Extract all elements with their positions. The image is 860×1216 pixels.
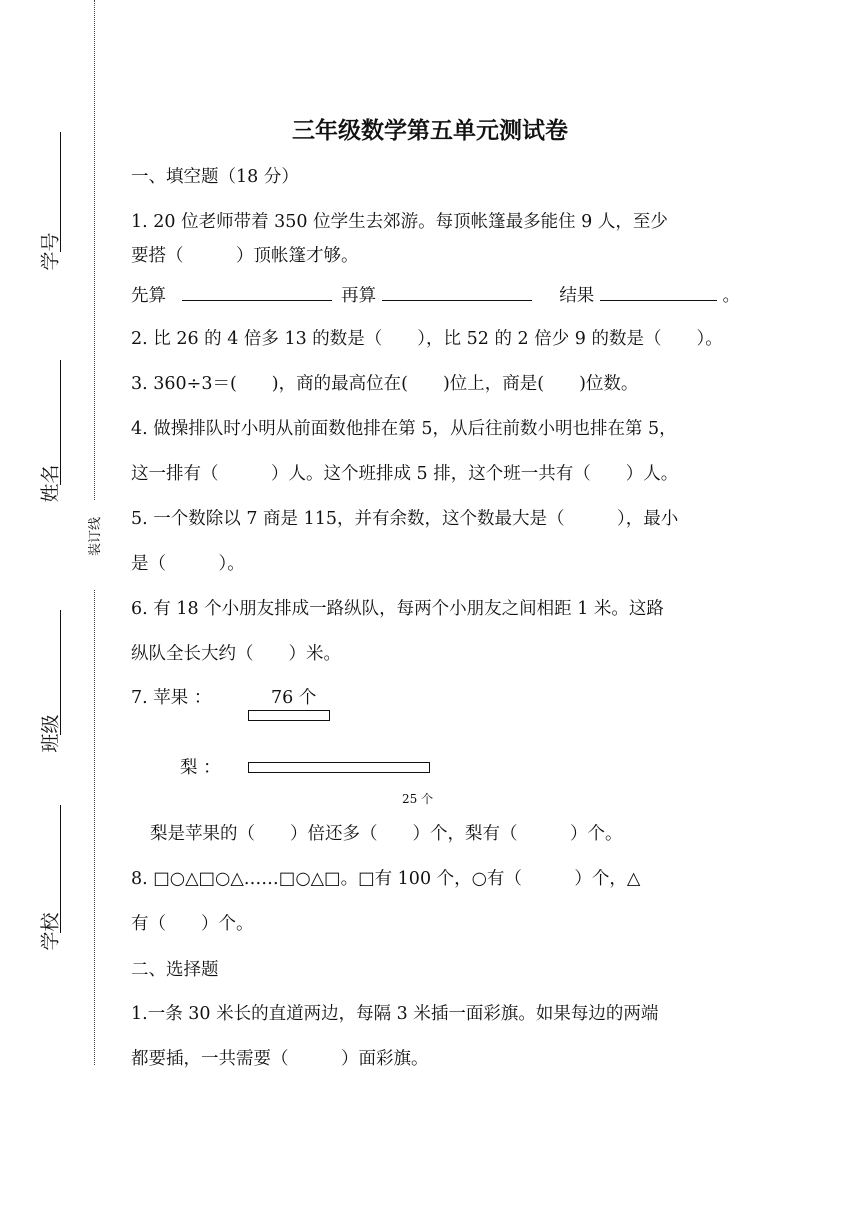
q1-step-first-blank[interactable] [182,282,332,301]
binding-line-label: 装订线 [88,516,104,557]
q1-step-then-blank[interactable] [382,282,532,301]
q4-line2: 这一排有（ ）人。这个班排成 5 排，这个班一共有（ ）人。 [131,464,679,484]
school-field[interactable] [60,805,61,933]
q1-step-result-blank[interactable] [600,282,717,301]
q1-line1: 1. 20 位老师带着 350 位学生去郊游。每顶帐篷最多能住 9 人，至少 [131,212,668,232]
q6-line1: 6. 有 18 个小朋友排成一路纵队，每两个小朋友之间相距 1 米。这路 [131,599,664,619]
q7-apple-count: 76 个 [271,688,317,708]
page-title: 三年级数学第五单元测试卷 [292,117,568,144]
q4-line1: 4. 做操排队时小明从前面数他排在第 5，从后往前数小明也排在第 5， [131,419,677,439]
binding-dotted-line-lower [94,590,95,1065]
q5-line1: 5. 一个数除以 7 商是 115，并有余数，这个数最大是（ ），最小 [131,509,679,529]
q7-question: 梨是苹果的（ ）倍还多（ ）个，梨有（ ）个。 [150,824,623,844]
q7-apple-bar [248,710,330,721]
section2-heading: 二、选择题 [131,960,219,980]
class-field[interactable] [60,610,61,735]
name-field[interactable] [60,360,61,485]
name-label: 姓名 [39,464,62,503]
q2-text: 2. 比 26 的 4 倍多 13 的数是（ ），比 52 的 2 倍少 9 的数是（ ）。 [131,329,723,349]
q7-pear-bar [248,762,430,773]
school-label: 学校 [39,912,62,951]
s2-q1-line2: 都要插，一共需要（ ）面彩旗。 [131,1049,429,1069]
class-label: 班级 [39,714,62,753]
q7-apple-label: 7. 苹果 ： [131,688,212,708]
s2-q1-line1: 1.一条 30 米长的直道两边，每隔 3 米插一面彩旗。如果每边的两端 [131,1004,659,1024]
q6-line2: 纵队全长大约（ ）米。 [131,644,341,664]
q7-diff-label: 25 个 [402,792,434,806]
q5-line2: 是（ ）。 [131,554,245,574]
q1-step-first-label: 先算 [131,286,166,306]
q3-text: 3. 360÷3＝( )，商的最高位在( )位上，商是( )位数。 [131,374,639,394]
student-id-field[interactable] [60,132,61,252]
section1-heading: 一、填空题（18 分） [131,167,299,187]
q8-line1: 8. □○△□○△……□○△□。□有 100 个，○有（ ）个，△ [131,869,641,889]
q8-line2: 有（ ）个。 [131,914,254,934]
q7-pear-label: 梨 ： [180,758,221,778]
q1-steps [131,282,740,307]
binding-dotted-line [94,0,95,500]
q1-line2: 要搭（ ）顶帐篷才够。 [131,246,359,266]
q1-step-result-label: 结果 [559,286,595,306]
q1-step-end: 。 [722,286,740,306]
student-id-label: 学号 [39,232,62,271]
q1-step-then-label: 再算 [341,286,377,306]
